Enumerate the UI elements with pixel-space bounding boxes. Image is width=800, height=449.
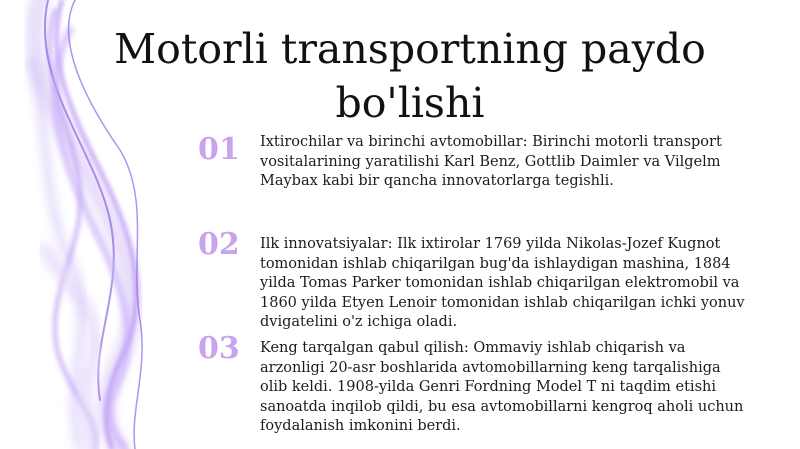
item-text: Ixtirochilar va birinchi avtomobillar: Birinchi motorli transport vositalarining yaratilishi Karl Benz, Gottlib Daimler va Vilgelm Maybax kabi bir qancha innovatorlarga tegishli. [260,134,722,189]
item-number: 03 [198,331,240,366]
item-number: 02 [198,227,240,262]
item-text: Keng tarqalgan qabul qilish: Ommaviy ishlab chiqarish va arzonligi 20-asr boshlarida avtomobillarning keng tarqalishiga olib keldi. 1908-yilda Genri Fordning Model T ni taqdim etishi sanoatda inqilob qildi, bu esa avtomobillarni kengroq aholi uchun foydalanish imkonini berdi. [260,340,744,434]
item-number: 01 [198,132,240,167]
item-text: Ilk innovatsiyalar: Ilk ixtirolar 1769 yilda Nikolas-Jozef Kugnot tomonidan ishlab chiqarilgan bug'da ishlaydigan mashina, 1884 yilda Tomas Parker tomonidan ishlab chiqarilgan elektromobil va 1860 yilda Etyen Lenoir tomonidan ishlab chiqarilgan ichki yonuv dvigatelini o'z ichiga oladi. [260,236,745,330]
slide-title: Motorli transportning paydo bo'lishi [114,25,706,127]
